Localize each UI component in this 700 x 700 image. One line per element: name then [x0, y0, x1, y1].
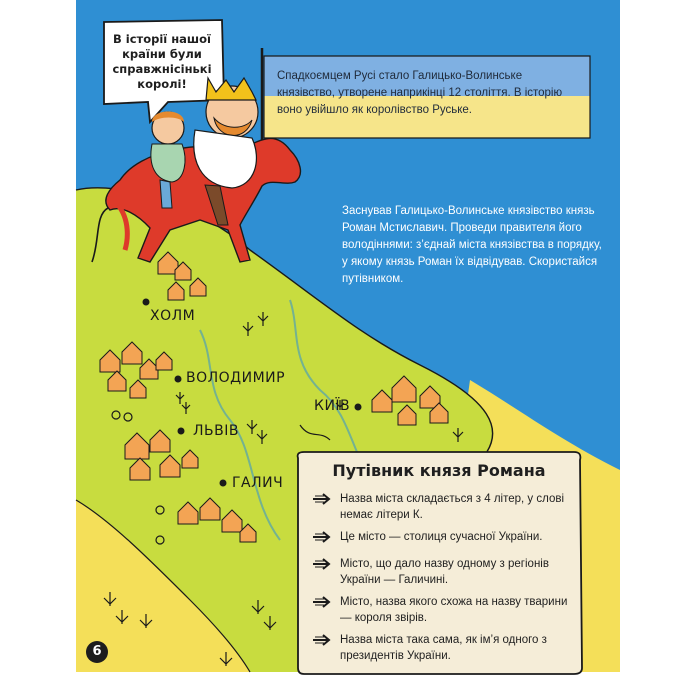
guide-item-text: Це місто — столиця сучасної України.	[340, 531, 543, 543]
city-dot-volodymyr[interactable]	[175, 376, 182, 383]
guide-item-text: Назва міста складається з 4 літер, у слові немає літери К.	[340, 493, 565, 521]
banner-text: Спадкоємцем Русі стало Галицько-Волинське князівство, утворене наприкінці 12 століття. В історію воно увійшло як королівство Руське.	[277, 70, 563, 116]
arrow-right-icon	[312, 558, 334, 570]
guide-item	[340, 594, 572, 626]
city-dot-lviv[interactable]	[178, 428, 185, 435]
city-label-kyiv: КИЇВ	[314, 398, 351, 414]
city-dot-halych[interactable]	[220, 480, 227, 487]
arrow-right-icon	[312, 531, 334, 543]
page-margin-bottom	[0, 672, 700, 700]
guide-item	[340, 632, 572, 664]
page-margin-right	[620, 0, 700, 700]
guide-item-text: Місто, що дало назву одному з регіонів України — Галичині.	[340, 558, 549, 586]
city-label-lviv: ЛЬВІВ	[193, 423, 239, 439]
city-label-halych: ГАЛИЧ	[232, 475, 284, 491]
speech-bubble-text: В історії нашої країни були справжнісінькі королі!	[112, 32, 212, 91]
guide-item	[340, 491, 572, 523]
guide-item-text: Назва міста така сама, як ім’я одного з президентів України.	[340, 634, 547, 662]
guide-title: Путівник князя Романа	[332, 461, 546, 480]
city-label-holm: ХОЛМ	[150, 308, 196, 324]
guide-item	[340, 556, 572, 588]
city-dot-holm[interactable]	[143, 299, 150, 306]
arrow-right-icon	[312, 634, 334, 646]
guide-item	[340, 529, 572, 545]
arrow-right-icon	[312, 596, 334, 608]
guide-item-text: Місто, назва якого схожа на назву тварини — короля звірів.	[340, 596, 568, 624]
page-number: 6	[86, 641, 108, 663]
city-label-volodymyr: ВОЛОДИМИР	[186, 370, 286, 386]
intro-text: Заснував Галицько-Волинське князівство князь Роман Мстиславич. Проведи правителя його володіннями: з’єднай міста князівства в порядку, у якому князь Роман їх відвідував. Скористайся путівником.	[342, 205, 602, 285]
guide-panel	[300, 455, 578, 673]
page-margin-left	[0, 0, 76, 700]
arrow-right-icon	[312, 493, 334, 505]
city-dot-kyiv[interactable]	[355, 404, 362, 411]
